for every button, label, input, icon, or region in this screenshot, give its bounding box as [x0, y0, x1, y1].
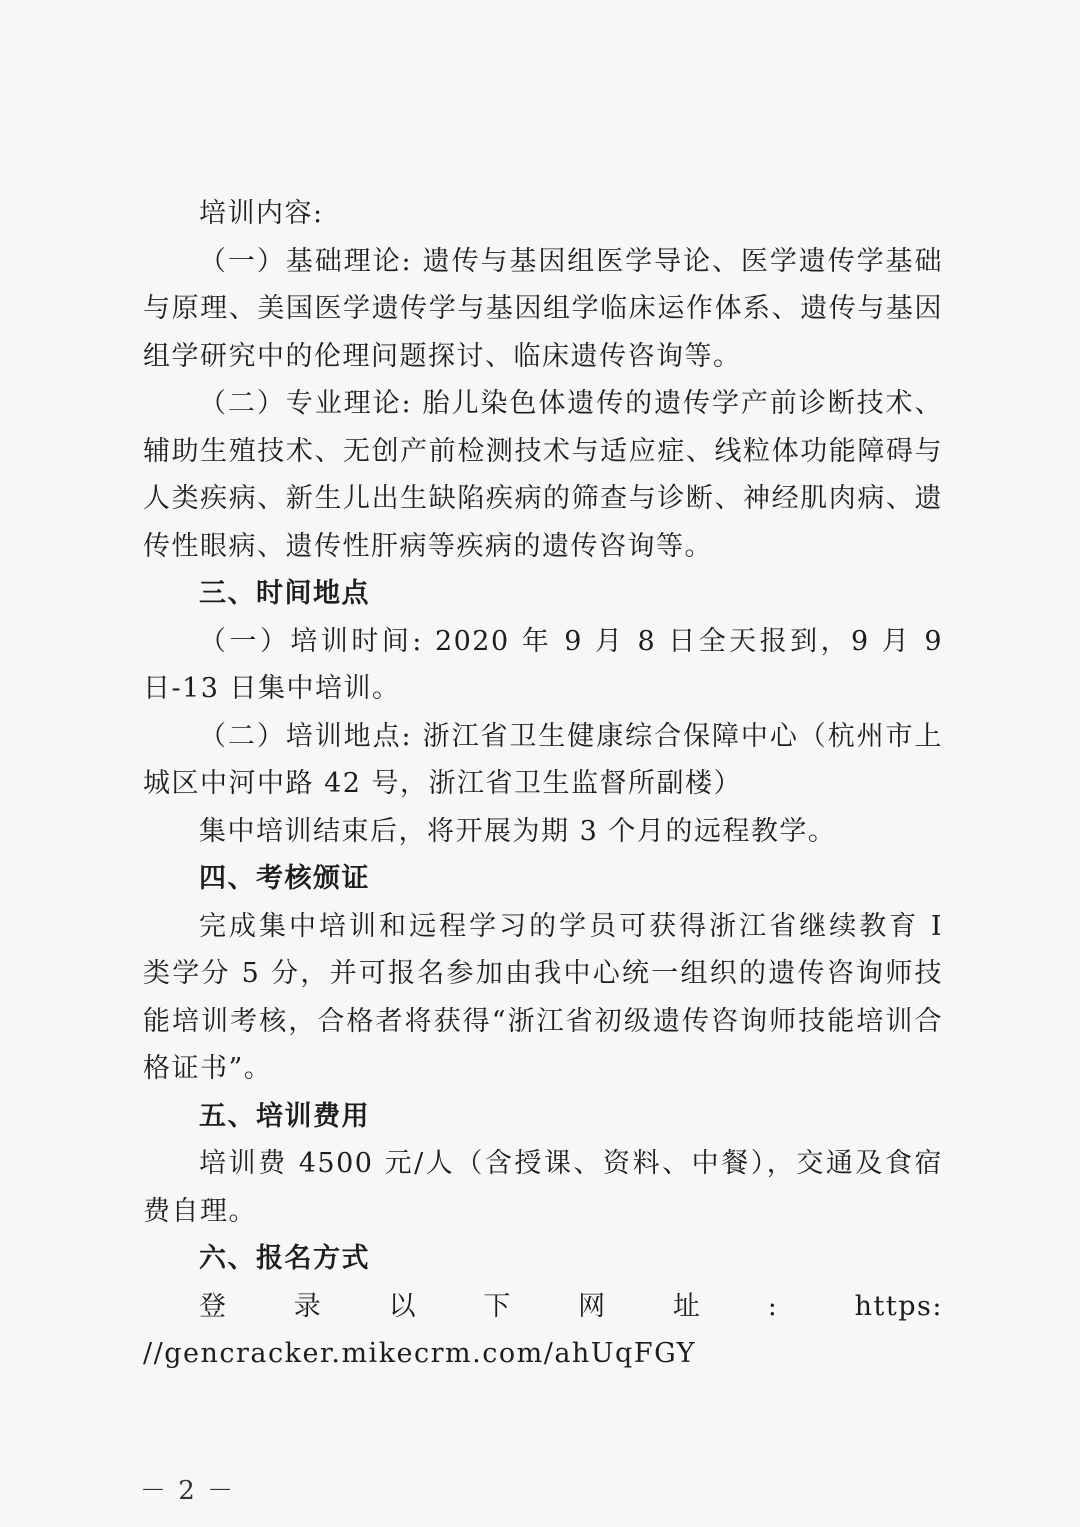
section-heading-time-place: 三、时间地点 — [199, 578, 370, 609]
professional-theory-paragraph: （二）专业理论: 胎儿染色体遗传的遗传学产前诊断技术、辅助生殖技术、无创产前检测技术与适应症、线粒体功能障碍与人类疾病、新生儿出生缺陷疾病的筛查与诊断、神经肌肉病、遗传性眼病、遗传性肝病等疾病的遗传咨询等。 — [143, 388, 943, 562]
assessment-paragraph: 完成集中培训和远程学习的学员可获得浙江省继续教育 I 类学分 5 分，并可报名参加由我中心统一组织的遗传咨询师技能培训考核，合格者将获得“浙江省初级遗传咨询师技能培训合格证书”。 — [143, 910, 943, 1084]
section-heading-registration: 六、报名方式 — [199, 1243, 370, 1274]
remote-teaching-paragraph: 集中培训结束后，将开展为期 3 个月的远程教学。 — [199, 815, 837, 847]
training-content-label: 培训内容: — [199, 198, 324, 229]
section-heading-fees: 五、培训费用 — [199, 1100, 370, 1132]
basic-theory-paragraph: （一）基础理论: 遗传与基因组医学导论、医学遗传学基础与原理、美国医学遗传学与基因组学临床运作体系、遗传与基因组学研究中的伦理问题探讨、临床遗传咨询等。 — [143, 245, 943, 372]
fees-paragraph: 培训费 4500 元/人（含授课、资料、中餐），交通及食宿费自理。 — [143, 1148, 943, 1227]
training-time-paragraph: （一）培训时间: 2020 年 9 月 8 日全天报到，9 月 9 日-13 日集中培训。 — [143, 625, 943, 704]
page-number: － 2 － — [140, 1476, 236, 1506]
registration-paragraph: 登录以下网址: https: //gencracker.mikecrm.com/ahUqFGY — [143, 1290, 943, 1369]
section-heading-assessment: 四、考核颁证 — [199, 863, 370, 894]
document-body — [143, 190, 943, 1378]
training-location-paragraph: （二）培训地点: 浙江省卫生健康综合保障中心（杭州市上城区中河中路 42 号，浙江省卫生监督所副楼） — [143, 720, 943, 799]
